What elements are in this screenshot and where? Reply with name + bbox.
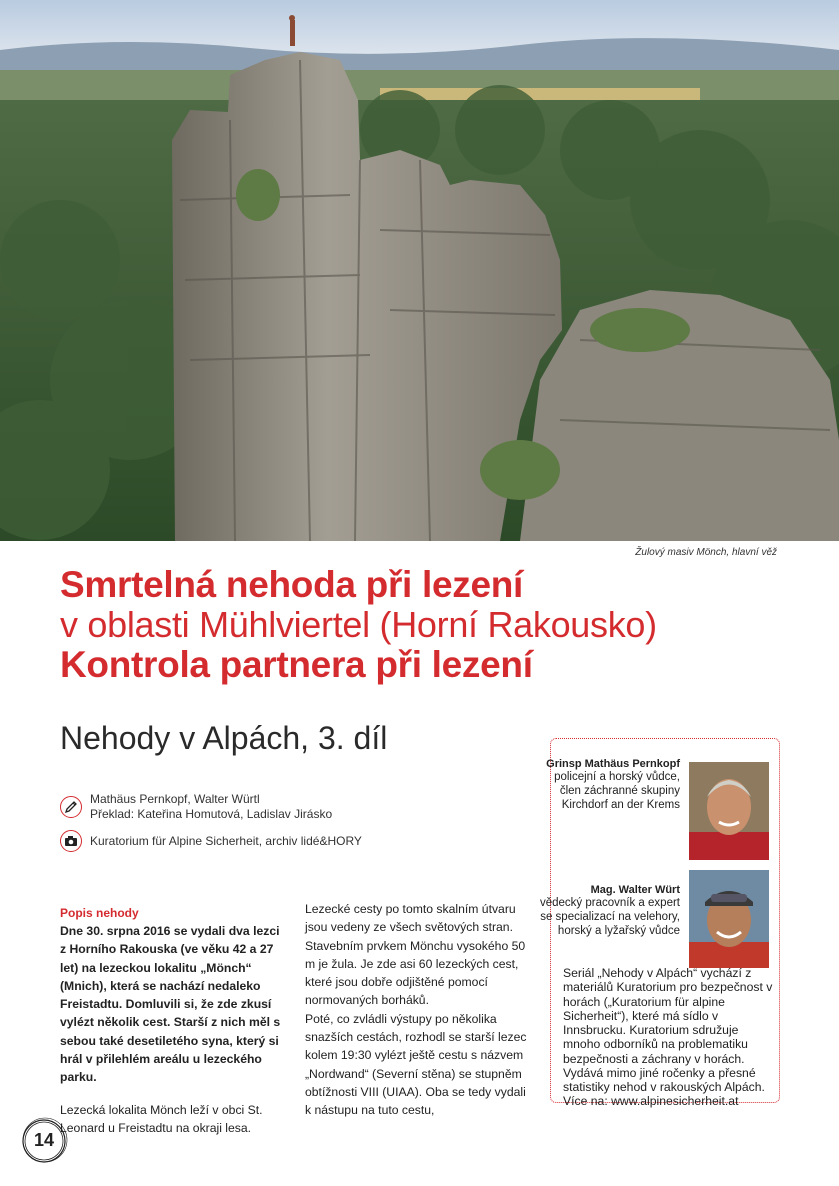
paragraph: [305, 1010, 533, 1120]
title-line-3: Kontrola partnera při lezení: [60, 643, 533, 685]
author-name: Grinsp Mathäus Pernkopf: [546, 758, 680, 770]
author-credit: [60, 792, 332, 822]
article-subtitle: Nehody v Alpách, 3. díl: [60, 720, 388, 756]
page-number-text: 14: [33, 1130, 55, 1150]
photo-credit-text: Kuratorium für Alpine Sicherheit, archiv lidé&HORY: [90, 833, 362, 848]
title-line-2: v oblasti Mühlviertel (Horní Rakousko): [60, 603, 657, 645]
page-number: [20, 1117, 68, 1165]
authors-text: Mathäus Pernkopf, Walter Würtl: [90, 792, 260, 806]
article-title: [60, 566, 830, 684]
lead-paragraph: Dne 30. srpna 2016 se vydali dva lezci z Horního Rakouska (ve věku 42 a 27 let) na lezeckou lokalitu „Mönch“ (Mnich), která se nachází nedaleko Freistadtu. Domluvili si, že zde zkusí vylézt několik cest. Starší z nich měl s sebou také desetiletého syna, který si hrál v přilehlém areálu u lezeckého parku.: [60, 924, 281, 1085]
author-portrait-1: [689, 762, 769, 860]
series-description: [563, 966, 773, 1109]
author-role: policejní a horský vůdce, člen záchranné skupiny Kirchdorf an der Krems: [554, 771, 680, 811]
translation-text: Překlad: Kateřina Homutová, Ladislav Jirásko: [90, 807, 333, 821]
camera-icon: [60, 830, 82, 852]
photo-credit: [60, 830, 362, 852]
paragraph: Lezecká lokalita Mönch leží v obci St. Leonard u Freistadtu na okraji lesa.: [60, 1102, 263, 1135]
more-info-link[interactable]: Více na: www.alpinesicherheit.at: [563, 1094, 739, 1109]
author-role: vědecký pracovník a expert se specializací na velehory, horský a lyžařský vůdce: [540, 897, 680, 937]
hero-photo: [0, 0, 839, 541]
title-line-1: Smrtelná nehoda při lezení: [60, 564, 524, 605]
paragraph-part: Poté, co zvládli výstupy po několika snazších cestách, rozhodl se starší lezec kolem 19:30 vylézt ještě cestu s názvem „Nordwand“ (Severní stěna) se stupněm obtížnosti VIII (UIAA). Oba se tedy vydali k nástupu na tuto cestu,: [305, 1011, 527, 1118]
paragraph: Lezecké cesty po tomto skalním útvaru jsou vedeny ze všech světových stran. Stavebním prvkem Mönchu vysokého 50 m je žula. Je zde asi 60 lezeckých cest, které jsou dobře odjištěné pomocí normovaných borháků.: [305, 902, 526, 1008]
author-name: Mag. Walter Würt: [590, 884, 680, 896]
article-column-1: [60, 904, 282, 1151]
pen-icon: [60, 796, 82, 818]
series-text: Seriál „Nehody v Alpách“ vychází z materiálů Kuratorium pro bezpečnost v horách („Kuratorium für alpine Sicherheit“), které má sídlo v Innsbrucku. Kuratorium sdružuje mnoho odborníků na problematiku bezpečnosti a záchrany v horách. Vydává mimo jiné ročenky a přesné statistiky nehod v rakouských Alpách.: [563, 966, 773, 1095]
author-portrait-2: [689, 870, 769, 968]
section-heading: Popis nehody: [60, 906, 139, 920]
photo-caption: Žulový masiv Mönch, hlavní věž: [635, 547, 777, 558]
article-column-2: [305, 900, 533, 1120]
rock-tower-illustration: [0, 0, 839, 541]
